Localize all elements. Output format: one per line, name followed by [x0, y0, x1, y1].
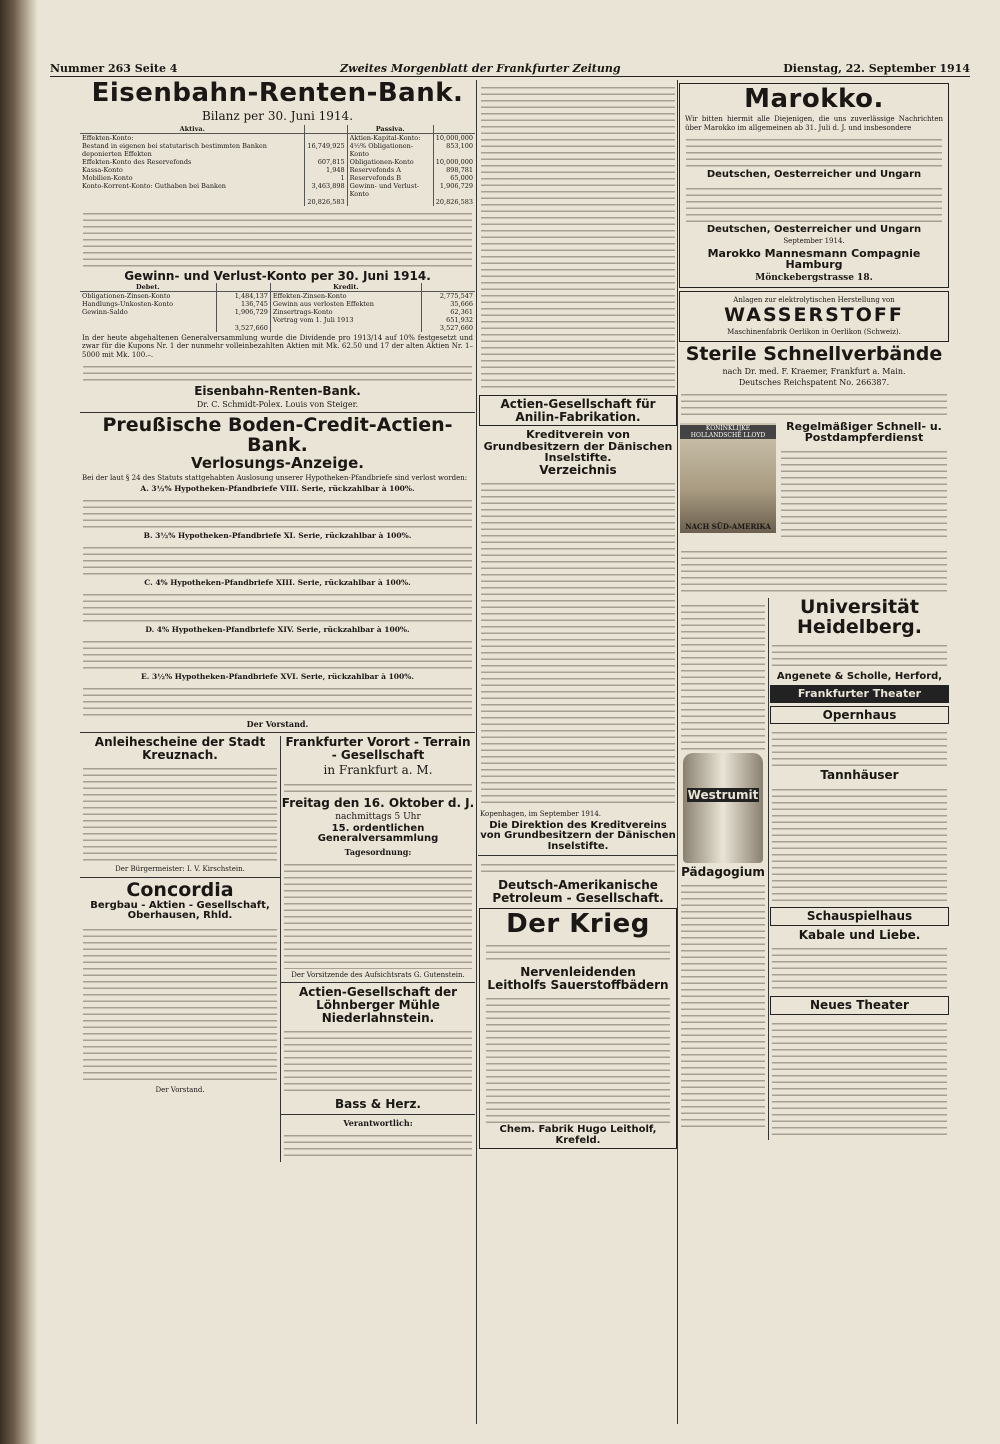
- direktion: Die Direktion des Kreditvereins von Grundbesitzern der Dänischen Inselstifte.: [480, 819, 676, 852]
- krieg-title: Der Krieg: [506, 908, 650, 939]
- column-left: [80, 80, 475, 1424]
- row-label: Zinsertrags-Konto: [270, 308, 421, 316]
- kabale: Kabale und Liebe.: [798, 927, 921, 942]
- vorort-city: in Frankfurt a. M.: [323, 763, 433, 778]
- verlosung-title: Verlosungs-Anzeige.: [191, 453, 364, 472]
- fine-print: [284, 779, 472, 795]
- row-label: Kassa-Konto: [82, 166, 123, 175]
- row-label: Effekten-Konto:: [82, 134, 134, 143]
- opernhaus: Opernhaus: [822, 707, 897, 722]
- table-row: [80, 158, 475, 166]
- row-value: 65,000: [433, 174, 475, 182]
- fine-print: [83, 208, 472, 268]
- deutschen-2: Deutschen, Oesterreicher und Ungarn: [706, 223, 922, 235]
- fine-print: [284, 1130, 472, 1160]
- row-label: Handlungs-Unkosten-Konto: [82, 299, 174, 308]
- row-label: [80, 316, 216, 324]
- row-label: Effekten-Konto des Reservefonds: [82, 158, 192, 167]
- fine-print: [481, 859, 675, 877]
- preuss-title: Preußische Boden-Credit-Actien-Bank.: [102, 413, 453, 456]
- vorort-title: Frankfurter Vorort - Terrain - Gesellschaft: [285, 735, 471, 762]
- gv-table: [80, 283, 475, 332]
- aufsichtsrat: Der Vorsitzende des Aufsichtsrats G. Gutenstein.: [291, 970, 465, 979]
- wasserstoff: WASSERSTOFF: [724, 304, 904, 327]
- fine-print: [772, 784, 947, 904]
- vorstand: Der Vorstand.: [246, 719, 309, 730]
- vorort-time: nachmittags 5 Uhr: [335, 811, 421, 822]
- nerven: Nervenleidenden: [520, 964, 636, 979]
- wasser-pre: Anlagen zur elektrolytischen Herstellung von: [733, 295, 895, 304]
- table-row: [80, 291, 475, 300]
- kreuznach-title: Anleihescheine der Stadt Kreuznach.: [94, 735, 266, 762]
- row-value: 1,948: [305, 166, 347, 174]
- marokko-text: Wir bitten hiermit alle Diejenigen, die uns zuverlässige Nachrichten über Marokko im allgemeinen ab 31. Juli d. J. und insbesondere: [685, 115, 943, 132]
- fine-print: [681, 546, 947, 596]
- row-value: 1: [305, 174, 347, 182]
- row-label: Gewinn- und Verlust-Konto: [347, 182, 433, 198]
- moenck: Mönckebergstrasse 18.: [755, 272, 873, 283]
- row-value: 2,775,547: [421, 291, 475, 300]
- fine-print: [772, 1018, 947, 1138]
- uni-title: Universität Heidelberg.: [797, 595, 922, 638]
- fine-print: [772, 943, 947, 993]
- fine-print: [83, 589, 472, 623]
- table-row: [80, 166, 475, 174]
- deutschen-1: Deutschen, Oesterreicher und Ungarn: [706, 169, 922, 181]
- fine-print: [284, 1026, 472, 1096]
- row-label: Bestand in eigenen bei statutarisch bestimmten Banken deponierten Effekten: [82, 142, 267, 159]
- fine-print: [686, 183, 942, 223]
- tannhaeuser: Tannhäuser: [820, 768, 899, 783]
- vorort-gv: 15. ordentlichen Generalversammlung: [317, 822, 439, 845]
- bank-signature: Eisenbahn-Renten-Bank.: [194, 384, 361, 399]
- fine-print: [486, 940, 670, 964]
- row-label: Reservefonds A: [347, 166, 433, 174]
- row-label: Obligationen-Konto: [347, 158, 433, 166]
- westrumit-bottle: [683, 753, 763, 863]
- page-header: [50, 62, 970, 77]
- fine-print: [486, 993, 670, 1123]
- row-value: 898,781: [433, 166, 475, 174]
- row-value: 62,361: [421, 308, 475, 316]
- table-row: [80, 174, 475, 182]
- fine-print: [686, 134, 942, 168]
- table-row: [80, 182, 475, 198]
- lloyd-label: KONINKLIJKE HOLLANDSCHE LLOYD: [680, 425, 776, 439]
- mannesmann: Marokko Mannesmann Compagnie Hamburg: [707, 246, 921, 272]
- row-value: [305, 134, 347, 143]
- book-binding: [0, 0, 38, 1444]
- kredit-header: Kredit.: [270, 283, 421, 292]
- aktiva-total: 20,826,583: [305, 198, 347, 206]
- row-value: 3,463,898: [305, 182, 347, 198]
- paedagogium: Pädagogium: [681, 864, 765, 879]
- bank-title: Eisenbahn-Renten-Bank.: [91, 80, 464, 108]
- header-center: Zweites Morgenblatt der Frankfurter Zeitung: [340, 62, 621, 75]
- fine-print: [83, 683, 472, 717]
- sued-label: NACH SÜD-AMERIKA: [685, 521, 771, 531]
- table-row: [80, 142, 475, 158]
- theater-title: Frankfurter Theater: [797, 687, 922, 701]
- row-label: Gewinn aus verlosten Effekten: [270, 300, 421, 308]
- kreuznach-sign: Der Bürgermeister: I. V. Kirschstein.: [115, 865, 245, 874]
- concordia-sub: Bergbau - Aktien - Gesellschaft, Oberhausen, Rhld.: [90, 899, 270, 922]
- table-row: [80, 316, 475, 324]
- fine-print: [681, 880, 765, 1130]
- fine-print: [284, 859, 472, 969]
- row-value: 853,100: [433, 142, 475, 158]
- chem-fabrik: Chem. Fabrik Hugo Leitholf, Krefeld.: [499, 1124, 657, 1146]
- table-row: [80, 134, 475, 143]
- row-value: 651,932: [421, 316, 475, 324]
- concordia-sign: Der Vorstand.: [155, 1085, 205, 1094]
- series-heading: E. 3½% Hypotheken-Pfandbriefe XVI. Serie, rückzahlbar à 100%.: [141, 672, 414, 682]
- passiva-header: Passiva.: [347, 125, 433, 134]
- fine-print: [772, 640, 947, 670]
- row-value: 10,000,000: [433, 158, 475, 166]
- row-label: Aktien-Kapital-Konto:: [347, 134, 433, 143]
- concordia-title: Concordia: [126, 878, 234, 901]
- leitholf: Leitholfs Sauerstoffbädern: [487, 977, 669, 992]
- loehn-title: Actien-Gesellschaft der Löhnberger Mühle Niederlahnstein.: [298, 985, 458, 1025]
- fine-print: [681, 600, 765, 750]
- series-heading: A. 3½% Hypotheken-Pfandbriefe VIII. Serie, rückzahlbar à 100%.: [140, 484, 415, 494]
- row-label: Gewinn-Saldo: [82, 307, 128, 316]
- row-value: [216, 316, 270, 324]
- fine-print: [83, 924, 277, 1084]
- row-label: Mobilien-Konto: [82, 174, 133, 183]
- gv-total-kredit: 3,527,660: [421, 324, 475, 332]
- ship-illustration: [680, 423, 776, 533]
- debet-header: Debet.: [80, 283, 216, 292]
- verzeichnis: Verzeichnis: [539, 462, 617, 477]
- fine-print: [83, 361, 472, 383]
- column-middle: [478, 80, 678, 1424]
- row-value: 1,906,729: [433, 182, 475, 198]
- regel-title: Regelmäßiger Schnell- u. Postdampferdienst: [786, 419, 942, 445]
- series-heading: C. 4% Hypotheken-Pfandbriefe XIII. Serie, rückzahlbar à 100%.: [144, 578, 411, 588]
- row-value: 16,749,925: [305, 142, 347, 158]
- row-label: Vortrag vom 1. Juli 1913: [270, 316, 421, 324]
- fine-print: [83, 763, 277, 863]
- westrumit-label: Westrumit: [687, 787, 759, 802]
- header-left: Nummer 263 Seite 4: [50, 62, 178, 75]
- fine-print: [83, 542, 472, 576]
- row-label: Konto-Korrent-Konto: Guthaben bei Banken: [82, 182, 226, 191]
- dividend-text: In der heute abgehaltenen Generalversammlung wurde die Dividende pro 1913/14 auf 10% festgesetzt und zwar für die Kupons Nr. 1 der nunmehr volleinbezahlten Aktien mit Mk. 62.50 und 17 der alten Aktien Nr. 1–5000 mit Mk. 100.–.: [82, 333, 473, 359]
- aktiva-header: Aktiva.: [80, 125, 305, 134]
- verantwortlich: Verantwortlich:: [343, 1117, 413, 1128]
- row-value: 607,815: [305, 158, 347, 166]
- verlosung-text: Bei der laut § 24 des Statuts stattgehabten Auslosung unserer Hypotheken-Pfandbriefe sind verlost worden:: [82, 473, 468, 482]
- kredit-title: Kreditverein von Grundbesitzern der Dänischen Inselstifte.: [483, 428, 673, 465]
- passiva-total: 20,826,583: [433, 198, 475, 206]
- bass-herz: Bass & Herz.: [335, 1097, 421, 1112]
- row-value: 1,906,729: [216, 308, 270, 316]
- marokko-date: September 1914.: [783, 237, 845, 246]
- schauspiel: Schauspielhaus: [806, 908, 913, 923]
- marokko-title: Marokko.: [744, 84, 884, 114]
- signers: Dr. C. Schmidt-Polex. Louis von Steiger.: [196, 399, 359, 409]
- row-label: Reservefonds B: [347, 174, 433, 182]
- vorort-date: Freitag den 16. Oktober d. J.: [281, 796, 475, 811]
- column-rule: [476, 80, 477, 1424]
- gv-title: Gewinn- und Verlust-Konto per 30. Juni 1914.: [124, 269, 431, 284]
- column-right: [678, 80, 950, 1424]
- patent: Deutsches Reichspatent No. 266387.: [738, 377, 890, 387]
- row-value: 136,745: [216, 300, 270, 308]
- balance-table: [80, 125, 475, 206]
- fine-print: [481, 478, 675, 808]
- petroleum: Deutsch-Amerikanische Petroleum - Gesellschaft.: [492, 878, 664, 906]
- gv-total-debet: 3,527,660: [216, 324, 270, 332]
- table-row: [80, 300, 475, 308]
- row-label: 4½% Obligationen-Konto: [347, 142, 433, 158]
- kopenhagen: Kopenhagen, im September 1914.: [480, 810, 601, 819]
- row-label: Obligationen-Zinsen-Konto: [82, 291, 171, 300]
- fine-print: [781, 446, 947, 542]
- table-row: [80, 308, 475, 316]
- angenete: Angenete & Scholle, Herford,: [776, 670, 943, 682]
- series-heading: B. 3½% Hypotheken-Pfandbriefe XI. Serie, rückzahlbar à 100%.: [143, 531, 412, 541]
- row-value: 35,666: [421, 300, 475, 308]
- lottery-numbers: [481, 82, 675, 392]
- row-label: Effekten-Zinsen-Konto: [270, 291, 421, 300]
- row-value: 1,484,137: [216, 291, 270, 300]
- fine-print: [83, 495, 472, 529]
- sterile-title: Sterile Schnellverbände: [685, 342, 943, 365]
- fine-print: [772, 727, 947, 767]
- fine-print: [681, 389, 947, 419]
- anilin-title: Actien-Gesellschaft für Anilin-Fabrikation.: [500, 397, 656, 424]
- bilanz-title: Bilanz per 30. Juni 1914.: [201, 109, 354, 124]
- header-right: Dienstag, 22. September 1914: [783, 62, 970, 75]
- series-list: [80, 484, 475, 717]
- fine-print: [83, 636, 472, 670]
- series-heading: D. 4% Hypotheken-Pfandbriefe XIV. Serie, rückzahlbar à 100%.: [145, 625, 410, 635]
- oerlikon: Maschinenfabrik Oerlikon in Oerlikon (Schweiz).: [727, 328, 901, 337]
- neues-theater: Neues Theater: [810, 998, 909, 1013]
- row-value: 10,000,000: [433, 134, 475, 143]
- kraemer: nach Dr. med. F. Kraemer, Frankfurt a. Main.: [722, 366, 906, 376]
- tagesordnung: Tagesordnung:: [344, 846, 412, 857]
